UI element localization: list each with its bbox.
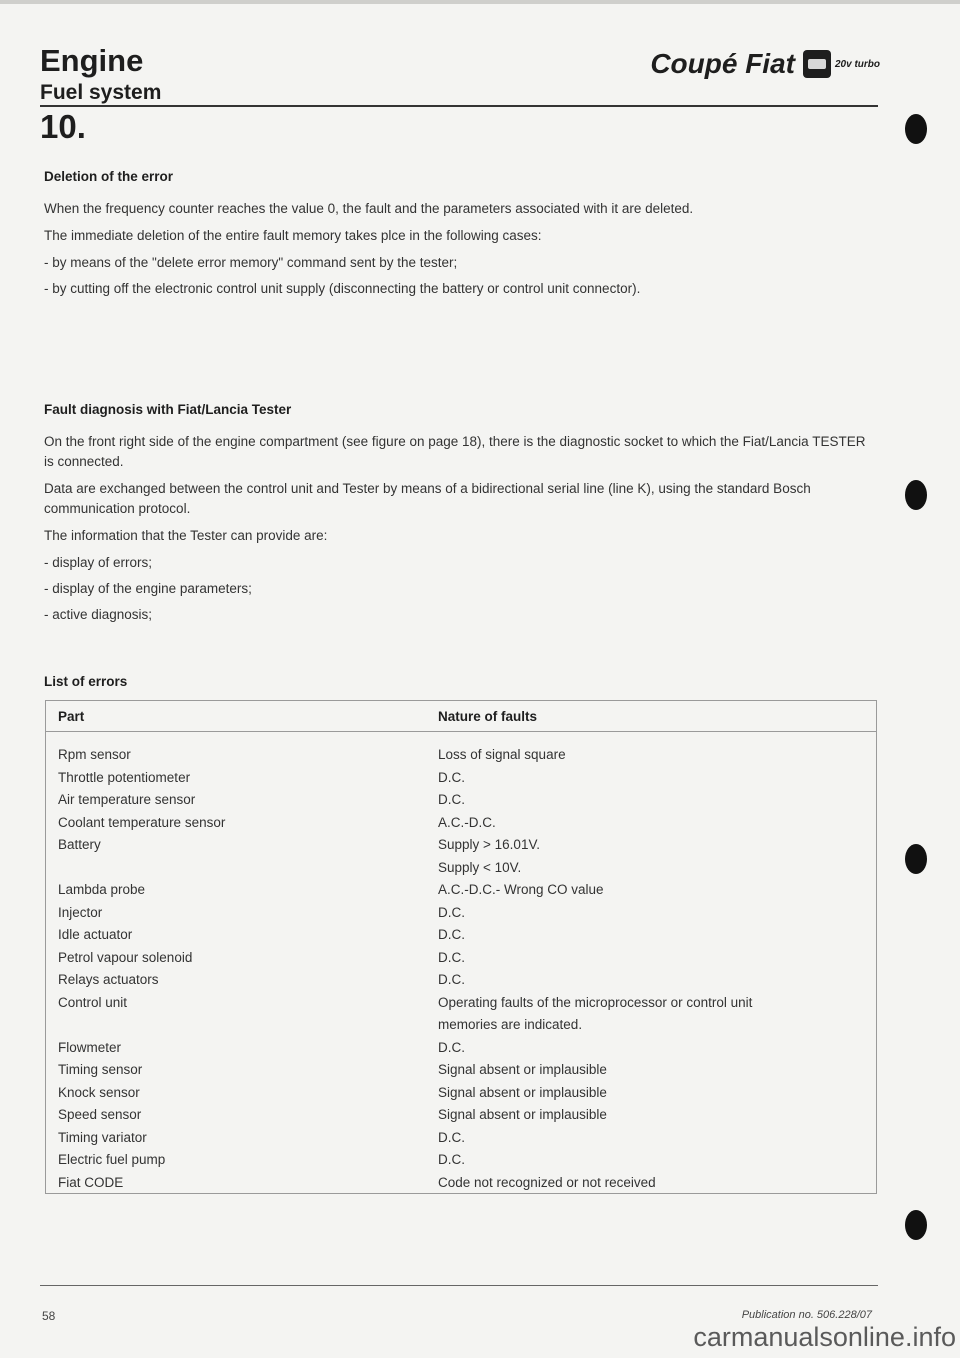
cell-fault: D.C.: [438, 769, 465, 785]
header-right: [650, 48, 880, 80]
errors-heading: List of errors: [44, 674, 128, 689]
cell-part: Lambda probe: [58, 882, 146, 897]
table-row: [46, 812, 876, 835]
cell-part: [46, 857, 436, 880]
cell-part: Timing variator: [58, 1129, 147, 1145]
table-row: [46, 947, 876, 970]
table-row: [46, 789, 876, 812]
fiat-logo-icon: [803, 50, 831, 78]
cell-fault: Supply < 10V.: [438, 859, 522, 875]
cell-fault: Code not recognized or not received: [438, 1174, 656, 1190]
cell-fault: Signal absent or implausible: [438, 1107, 607, 1122]
deletion-paragraph-2: The immediate deletion of the entire fault memory takes plce in the following cases:: [44, 228, 542, 243]
table-row: [46, 902, 876, 925]
cell-part: Rpm sensor: [58, 747, 131, 762]
diagnosis-bullet-1: - display of errors;: [44, 555, 153, 570]
cell-fault: A.C.-D.C.: [438, 814, 496, 830]
table-header: [46, 701, 876, 732]
cell-part: Petrol vapour solenoid: [58, 949, 193, 965]
model-name: Coupé Fiat: [650, 48, 795, 79]
cell-part: Injector: [58, 904, 103, 920]
table-row: [46, 879, 876, 902]
table-row: [46, 1082, 876, 1105]
diagnosis-bullet-3: - active diagnosis;: [44, 607, 153, 622]
cell-fault: Supply > 16.01V.: [438, 837, 540, 852]
binder-hole-icon: [905, 114, 927, 144]
cell-part: [46, 1014, 436, 1037]
deletion-heading: Deletion of the error: [44, 169, 174, 184]
cell-part: Relays actuators: [58, 972, 159, 987]
chapter-number: 10.: [40, 108, 86, 145]
cell-part: Timing sensor: [58, 1062, 143, 1077]
table-row: [46, 1149, 876, 1172]
table-row: [46, 1172, 876, 1195]
table-row: [46, 969, 876, 992]
subsection-title: Fuel system: [40, 81, 162, 104]
cell-fault: Signal absent or implausible: [438, 1062, 607, 1077]
cell-part: Air temperature sensor: [58, 792, 196, 807]
table-row: [46, 767, 876, 790]
publication-number: Publication no. 506.228/07: [741, 1309, 872, 1321]
cell-fault: D.C.: [438, 972, 465, 987]
table-row: [46, 992, 876, 1015]
binder-hole-icon: [905, 480, 927, 510]
table-row: [46, 1037, 876, 1060]
diagnosis-heading: Fault diagnosis with Fiat/Lancia Tester: [44, 402, 292, 417]
cell-fault: D.C.: [438, 1129, 465, 1145]
cell-fault: D.C.: [438, 1039, 465, 1055]
table-row: [46, 834, 876, 857]
cell-part: Idle actuator: [58, 927, 133, 942]
errors-table: [45, 700, 877, 1194]
cell-part: Fiat CODE: [58, 1174, 124, 1190]
diagnosis-paragraph-3: The information that the Tester can provide are:: [44, 528, 328, 543]
cell-part: Coolant temperature sensor: [58, 814, 226, 830]
binder-hole-icon: [905, 844, 927, 874]
page-top-edge: [0, 0, 960, 4]
diagnosis-paragraph-2: Data are exchanged between the control unit and Tester by means of a bidirectional serial line (line K), using the standard Bosch communication protocol.: [44, 481, 811, 516]
cell-fault: D.C.: [438, 792, 465, 807]
footer-rule: [40, 1285, 878, 1286]
cell-fault: Operating faults of the microprocessor or control unit: [438, 994, 753, 1010]
section-title: Engine: [40, 43, 144, 78]
table-row: [46, 1104, 876, 1127]
table-row: [46, 1014, 876, 1037]
cell-fault: Signal absent or implausible: [438, 1084, 607, 1100]
table-row: [46, 924, 876, 947]
deletion-section: [44, 167, 872, 305]
table-row: [46, 1059, 876, 1082]
deletion-bullet-1: - by means of the "delete error memory" command sent by the tester;: [44, 255, 458, 270]
table-row: [46, 744, 876, 767]
table-row: [46, 1127, 876, 1150]
diagnosis-bullet-2: - display of the engine parameters;: [44, 581, 252, 596]
column-header-fault: Nature of faults: [438, 708, 538, 724]
cell-part: Electric fuel pump: [58, 1152, 166, 1167]
cell-part: Battery: [58, 837, 101, 852]
cell-fault: D.C.: [438, 927, 465, 942]
cell-fault: D.C.: [438, 904, 465, 920]
cell-part: Throttle potentiometer: [58, 769, 191, 785]
cell-part: Control unit: [58, 994, 128, 1010]
cell-part: Flowmeter: [58, 1039, 122, 1055]
binder-hole-icon: [905, 1210, 927, 1240]
cell-fault: Loss of signal square: [438, 747, 566, 762]
page-number: 58: [42, 1309, 56, 1323]
table-row: [46, 857, 876, 880]
model-variant: 20v turbo: [834, 58, 880, 70]
deletion-paragraph-1: When the frequency counter reaches the value 0, the fault and the parameters associated with it are deleted.: [44, 201, 694, 216]
header-left: [40, 44, 161, 106]
cell-fault: D.C.: [438, 1152, 465, 1167]
column-header-part: Part: [58, 708, 85, 724]
cell-part: Speed sensor: [58, 1107, 142, 1122]
cell-fault: memories are indicated.: [438, 1017, 583, 1032]
deletion-bullet-2: - by cutting off the electronic control unit supply (disconnecting the battery or control unit connector).: [44, 281, 641, 296]
diagnosis-paragraph-1: On the front right side of the engine compartment (see figure on page 18), there is the diagnostic socket to which the Fiat/Lancia TESTER is connected.: [44, 434, 866, 469]
cell-fault: D.C.: [438, 949, 465, 965]
cell-part: Knock sensor: [58, 1084, 140, 1100]
site-watermark: carmanualsonline.info: [693, 1322, 956, 1352]
header-rule: [40, 105, 878, 107]
table-body: [46, 732, 876, 1194]
diagnosis-section: [44, 400, 872, 631]
cell-fault: A.C.-D.C.- Wrong CO value: [438, 882, 604, 897]
